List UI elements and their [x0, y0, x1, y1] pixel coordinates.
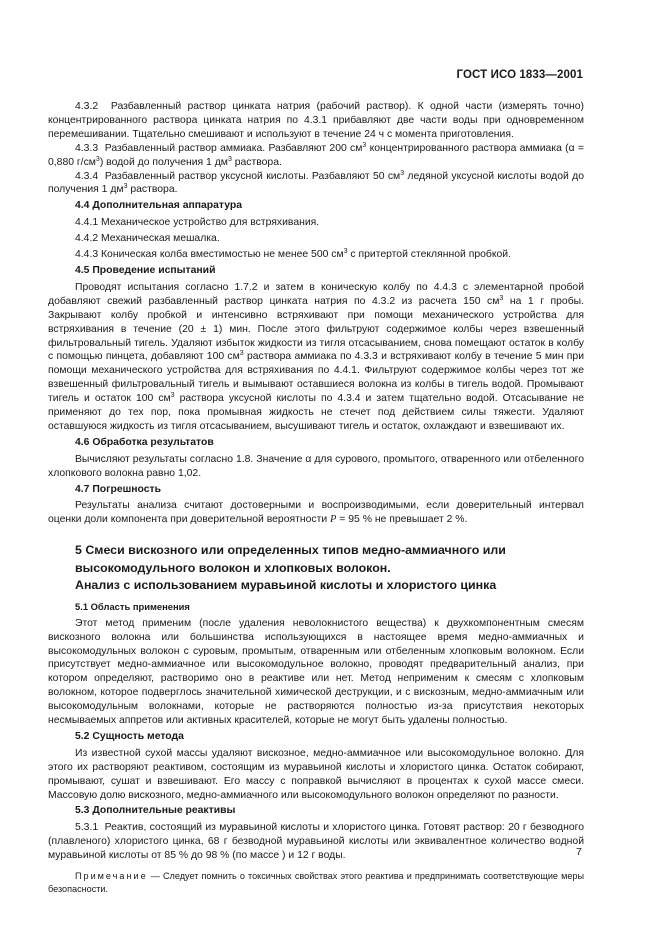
- clause-number: 4.3.4: [75, 170, 99, 182]
- paragraph-4-7: [48, 499, 584, 527]
- heading-4-7: 4.7 Погрешность: [75, 483, 162, 495]
- paragraph-text: = 95 % не превышает 2 %.: [336, 514, 468, 526]
- paragraph-text: раствора аммиака по 4.3.3 и встряхивают колбу в течение 5 мин при помощи механического устройства для встряхивания по 4.4.1. Фильтруют содержимое колбы через тот же взвешенный фильтровальный тигель и вымывают оставшиеся волокна из колбы в тигель водой. Промывают тигель и остаток 100 см: [48, 351, 585, 405]
- paragraph-5-1: Этот метод применим (после удаления неволокнистого вещества) к двухкомпонентным смесям вискозного волокна или большинства использующихся в настоящее время медно-аммиачных и высокомодульных волокон с суровым, промытым, отваренным или отбеленным хлопковым волокном. Если присутствует медно-аммиачное или высокомодульное волокно, проводят предварительный анализ, при котором определяют, растворимо оно в реактиве или нет. Метод неприменим к смесям с хлопковым волокном, которое подверглось значительной химической деструкции, и с вискозным, медно-аммиачным или высокомодульным волокнами, которые не растворяются полностью из-за присутствия некоторых несмываемых аппретов или активных красителей, которые не могут быть удалены полностью.: [48, 617, 584, 727]
- list-item-4-4-2: 4.4.2 Механическая мешалка.: [75, 233, 220, 245]
- paragraph-5-2: Из известной сухой массы удаляют вискозное, медно-аммиачное или высокомодульное волокно. Для этого их растворяют реактивом, состоящим из муравьиной кислоты и хлористого цинка. Остаток собирают, промывают, сушат и взвешивают. Его массу с поправкой вычисляют в процентах к сухой массе смеси. Массовую долю вискозного, медно-аммиачного или высокомодульного волокон определяют по разности.: [48, 747, 584, 801]
- superscript: 3: [123, 183, 128, 191]
- paragraph-text: с притертой стеклянной пробкой.: [347, 249, 511, 261]
- superscript: 3: [400, 169, 405, 177]
- note-text: — Следует помнить о токсичных свойствах этого реактива и предпринимать соответствующие меры безопасности.: [48, 871, 584, 894]
- paragraph-text: Проводят испытания согласно 1.7.2 и затем в коническую колбу по 4.4.3 с элементарной пробой добавляют свежий разбавленный раствор цинката натрия по 4.3.2 из расчета 150 см: [48, 281, 584, 307]
- superscript: 3: [362, 141, 367, 149]
- section-5-heading: [75, 542, 584, 595]
- heading-4-5: 4.5 Проведение испытаний: [75, 264, 216, 276]
- superscript: 3: [95, 155, 100, 163]
- paragraph-4-3-3: [48, 142, 584, 170]
- superscript: 3: [239, 350, 244, 358]
- superscript: 3: [343, 248, 348, 256]
- list-item-4-4-3: [75, 248, 584, 262]
- heading-5-2: 5.2 Сущность метода: [75, 730, 184, 742]
- paragraph-4-5: [48, 281, 584, 434]
- superscript: 3: [499, 294, 504, 302]
- heading-4-4: 4.4 Дополнительная аппаратура: [75, 200, 243, 212]
- heading-line: Анализ с использованием муравьиной кислоты и хлористого цинка: [75, 578, 497, 593]
- clause-number: 4.3.2: [75, 101, 99, 112]
- paragraph-text: Разбавленный раствор аммиака. Разбавляют 200 см: [104, 142, 363, 154]
- paragraph-text: концентрированного раствора аммиака (α = 0,880 г/см: [48, 142, 585, 168]
- paragraph-text: Разбавленный раствор уксусной кислоты. Разбавляют 50 см: [104, 170, 401, 182]
- paragraph-text: раствора.: [127, 184, 178, 196]
- paragraph-text: ) водой до получения 1 дм: [99, 156, 228, 168]
- paragraph-4-6: Вычисляют результаты согласно 1.8. Значение α для сурового, промытого, отваренного или отбеленного хлопкового волокна равно 1,02.: [48, 453, 584, 479]
- paragraph-text: раствора уксусной кислоты по 4.3.4 и затем тщательно водой. Отсасывание не применяют до тех пор, пока промывная жидкость не стечет под действием силы тяжести. Удаляют оставшуюся жидкость из тигля отсасыванием, высушивают тигель и остаток, охлаждают и взвешивают их.: [48, 393, 585, 432]
- page-content: [48, 100, 584, 895]
- list-item-4-4-1: 4.4.1 Механическое устройство для встряхивания.: [75, 217, 320, 229]
- heading-line: высокомодульного волокон и хлопковых волокон.: [75, 560, 391, 575]
- clause-number: 5.3.1: [75, 822, 99, 834]
- note: [48, 870, 584, 895]
- paragraph-5-3-1: [48, 821, 584, 863]
- paragraph-text: 4.4.3 Коническая колба вместимостью не менее 500 см: [75, 249, 344, 261]
- paragraph-4-3-2: [48, 100, 584, 142]
- superscript: 3: [170, 392, 175, 400]
- clause-number: 4.3.3: [75, 142, 99, 154]
- paragraph-text: Разбавленный раствор цинката натрия (рабочий раствор). К одной части (измерять точно) концентрированного раствора цинката натрия по 4.3.1 прибавляют две части воды при одновременном перемешивании. Тщательно смешивают и используют в течение 24 ч с момента приготовления.: [48, 101, 585, 140]
- page-number: 7: [576, 846, 582, 858]
- heading-5-1: 5.1 Область применения: [75, 600, 190, 612]
- superscript: 3: [227, 155, 232, 163]
- paragraph-text: Реактив, состоящий из муравьиной кислоты и хлористого цинка. Готовят раствор: 20 г безводного (плавленого) хлористого цинка, 68 г безводной муравьиной кислоты или эквивалентное количество водной муравьиной кислоты от 85 % до 98 % (по массе ) и 12 г воды.: [48, 822, 584, 862]
- heading-4-6: 4.6 Обработка результатов: [75, 436, 214, 448]
- paragraph-text: раствора.: [231, 156, 282, 168]
- paragraph-text: ледяной уксусной кислоты водой до получения 1 дм: [48, 170, 584, 196]
- document-header-id: ГОСТ ИСО 1833—2001: [456, 69, 583, 81]
- paragraph-4-3-4: [48, 170, 584, 198]
- heading-line: 5 Смеси вискозного или определенных типов медно-аммиачного или: [75, 543, 506, 558]
- note-label: Примечание: [75, 871, 148, 882]
- variable-p: P: [330, 514, 337, 526]
- heading-5-3: 5.3 Дополнительные реактивы: [75, 805, 236, 817]
- paragraph-text: Результаты анализа считают достоверными и воспроизводимыми, если доверительный интервал оценки доли компонента при доверительной вероятности: [48, 500, 584, 526]
- paragraph-text: на 1 г пробы. Закрывают колбу пробкой и интенсивно встряхивают при помощи механического устройства для встряхивания в течение (20 ± 1) мин. После этого фильтруют содержимое колбы через взвешенный фильтровальный тигель. Удаляют избыток жидкости из тигля отсасыванием, снова помещают остаток в колбу с помощью пинцета, добавляют 100 см: [48, 295, 584, 363]
